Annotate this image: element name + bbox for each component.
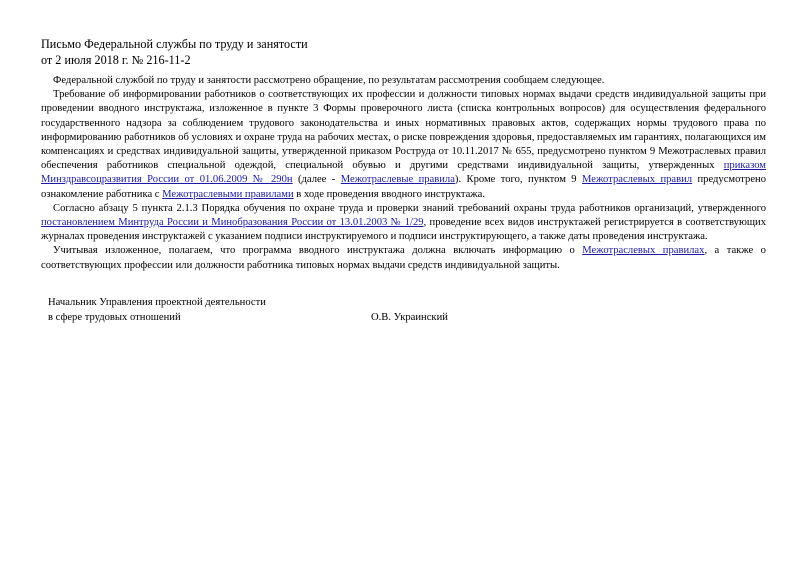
signatory-department: в сфере трудовых отношений — [48, 311, 181, 323]
paragraph-text: Согласно абзацу 5 пункта 2.1.3 Порядка обучения по охране труда и проверки знаний требований охраны труда работников организаций, утвержденного — [53, 202, 766, 214]
paragraph-requirement — [41, 88, 766, 202]
document-date-number: от 2 июля 2018 г. № 216-11-2 — [41, 52, 191, 67]
paragraph-text: , а также о соответствующих профессии или должности работника типовых нормах выдачи средств индивидуальной защиты. — [41, 245, 766, 271]
signature-block — [48, 296, 508, 325]
paragraph-text: ). Кроме того, пунктом 9 — [454, 174, 582, 186]
document-body — [41, 74, 766, 273]
paragraph-conclusion — [41, 244, 766, 272]
signature-position-line — [48, 296, 508, 311]
document-heading — [41, 37, 308, 68]
signatory-position: Начальник Управления проектной деятельности — [48, 297, 266, 308]
link-intersectoral-rules[interactable]: Межотраслевых правилах — [582, 245, 705, 257]
document-title: Письмо Федеральной службы по труду и занятости — [41, 37, 308, 51]
link-order-mzsr-290n[interactable]: приказом Минздравсоцразвития России от 01.06.2009 № 290н — [41, 160, 766, 186]
link-intersectoral-rules[interactable]: Межотраслевых правил — [582, 174, 693, 186]
paragraph-text: в ходе проведения вводного инструктажа. — [293, 188, 485, 200]
link-resolution-1-29[interactable]: постановлением Минтруда России и Минобразования России от 13.01.2003 № 1/29 — [41, 217, 424, 229]
paragraph-text: , проведение всех видов инструктажей регистрируется в соответствующих журналах проведения инструктажей с указанием подписи инструктируемого и подписи инструктирующего, а также даты проведения инструктажа. — [41, 217, 766, 243]
paragraph-training-order — [41, 202, 766, 245]
link-intersectoral-rules[interactable]: Межотраслевыми правилами — [162, 188, 294, 200]
paragraph-text: Требование об информировании работников о соответствующих их профессии и должности типовых нормах выдачи средств индивидуальной защиты при проведении вводного инструктажа, изложенное в пункте 3 Формы проверочного листа (списка контрольных вопросов) для осуществления федерального государственного надзора за соблюдением трудового законодательства и иных нормативных правовых актов, содержащих нормы трудового права по информированию работников об условиях и охране труда на рабочих местах, о риске повреждения здоровья, предоставляемых им гарантиях, полагающихся им компенсациях и средствах индивидуальной защиты, утвержденной приказом Роструда от 10.11.2017 № 655, предусмотрено пунктом 9 Межотраслевых правил обеспечения работников специальной одеждой, специальной обувью и другими средствами индивидуальной защиты, утвержденных — [41, 89, 766, 172]
link-intersectoral-rules[interactable]: Межотраслевые правила — [340, 174, 455, 186]
signature-position-line — [48, 311, 508, 326]
paragraph-intro: Федеральной службой по труду и занятости рассмотрено обращение, по результатам рассмотрения сообщаем следующее. — [53, 75, 605, 86]
paragraph-text: Учитывая изложенное, полагаем, что программа вводного инструктажа должна включать информацию о — [53, 245, 583, 257]
signatory-name: О.В. Украинский — [371, 311, 448, 323]
paragraph-text: предусмотрено ознакомление работника с — [41, 174, 766, 200]
paragraph-text: (далее - — [292, 174, 341, 186]
